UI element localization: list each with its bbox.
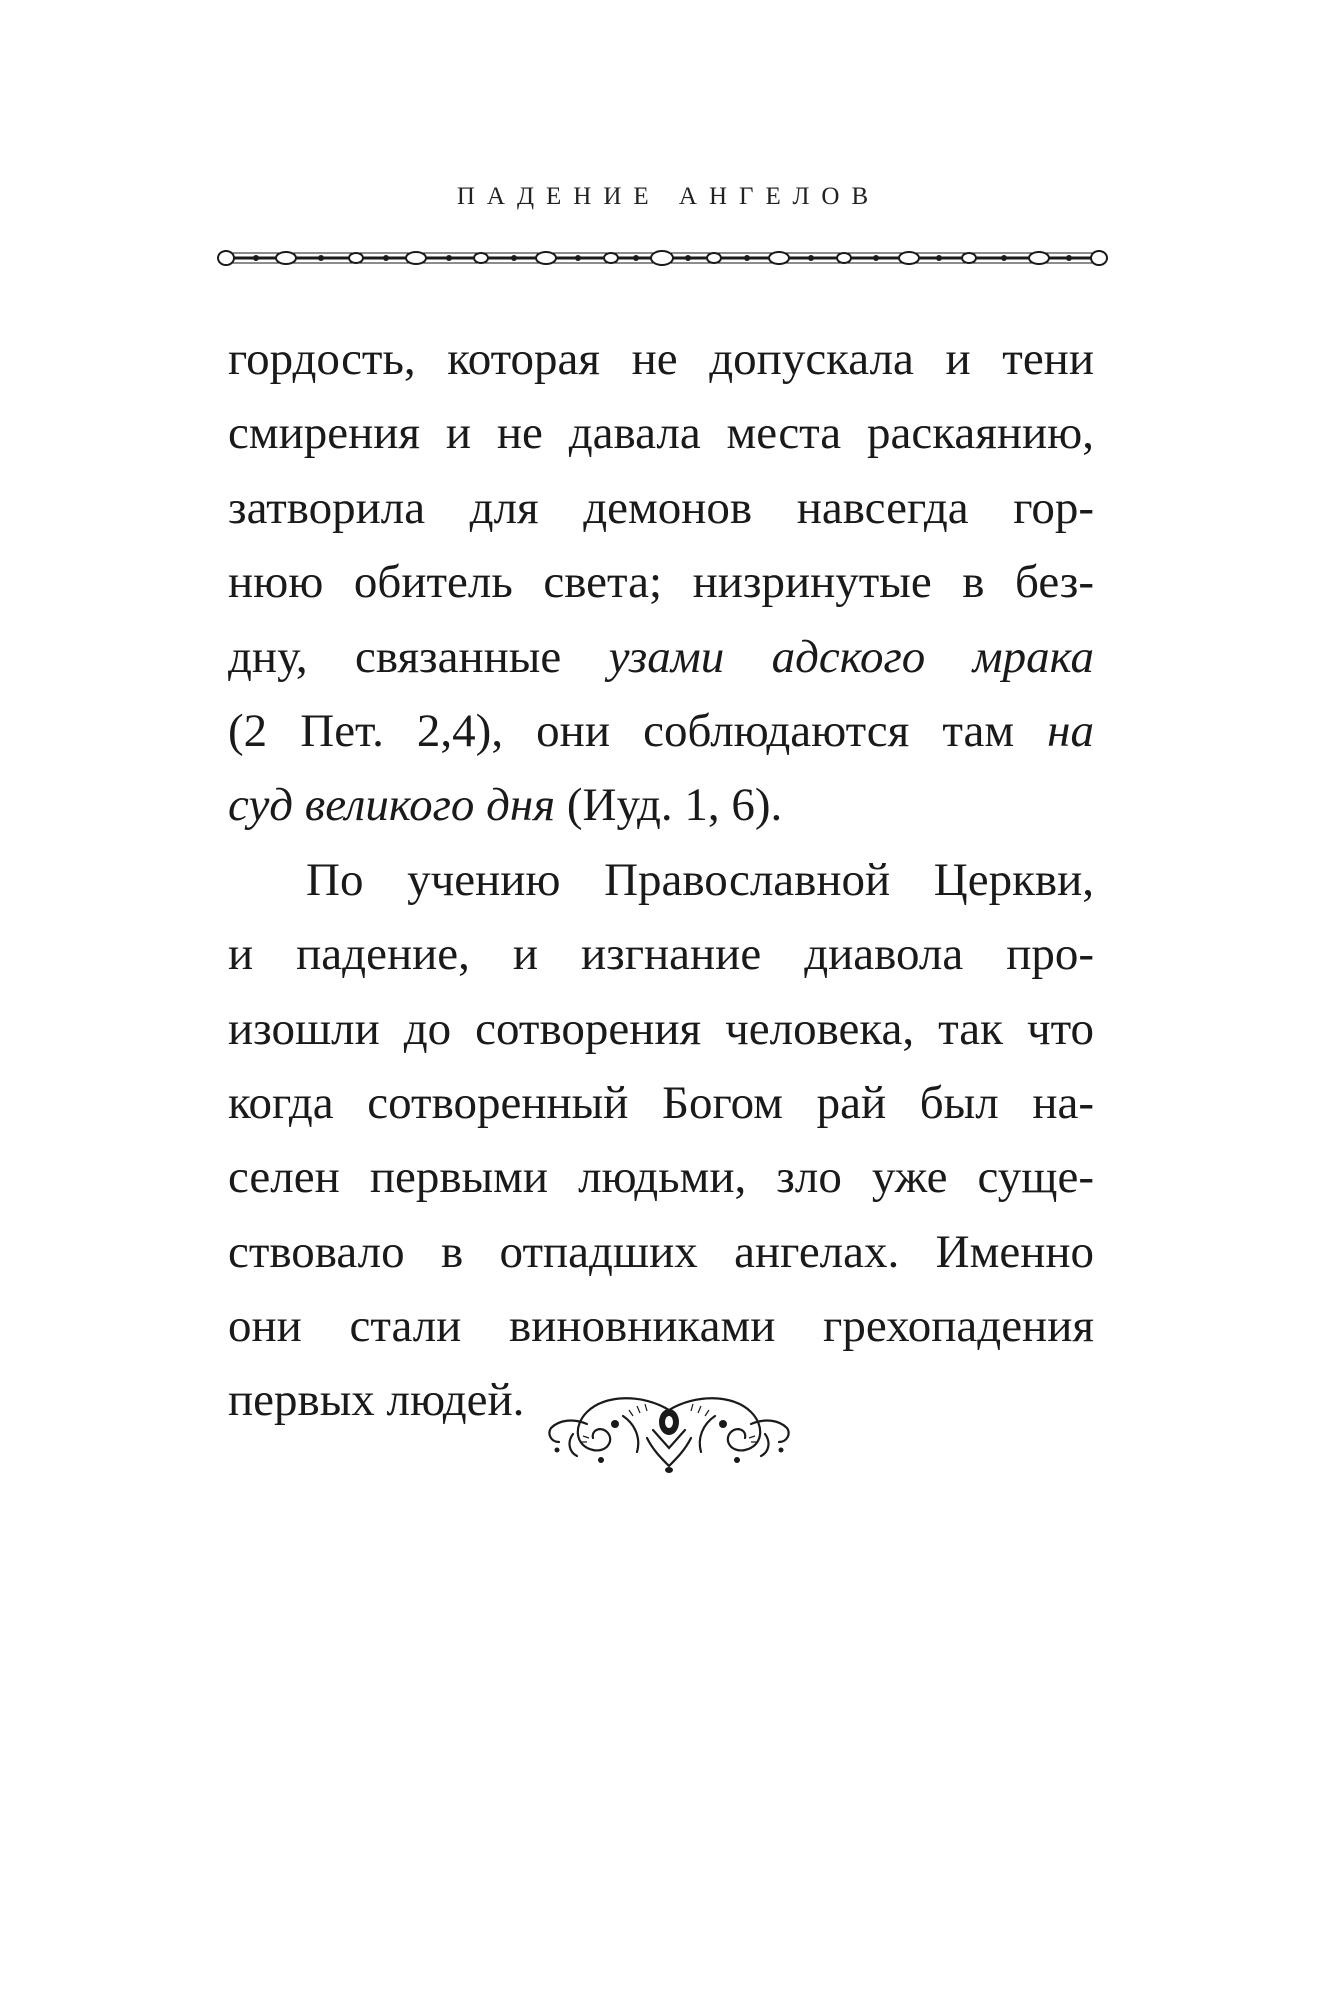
- text-line: [228, 694, 1094, 768]
- ornamental-rule-icon: [216, 243, 1109, 273]
- text-line: [228, 396, 1094, 470]
- text-line: [228, 1215, 1094, 1289]
- floral-tailpiece-icon: [543, 1390, 795, 1474]
- text-segment: нюю обитель света; низринутые в без-: [228, 556, 1094, 609]
- text-segment: ствовало в отпадших ангелах. Именно: [228, 1225, 1094, 1278]
- text-segment: (2 Пет. 2,4), они соблюдаются там: [228, 704, 1048, 757]
- text-line: [228, 917, 1094, 991]
- text-segment: первых людей.: [228, 1374, 525, 1427]
- text-line: [228, 843, 1094, 917]
- italic-quote: суд великого дня: [228, 779, 556, 832]
- text-segment: селен первыми людьми, зло уже суще-: [228, 1151, 1094, 1204]
- text-line: [228, 1289, 1094, 1363]
- body-text: [228, 322, 1094, 1438]
- italic-quote: на: [1047, 704, 1094, 757]
- text-line: [228, 620, 1094, 694]
- text-segment: изошли до сотворения человека, так что: [228, 1002, 1094, 1055]
- text-line: [228, 768, 1094, 842]
- text-segment: они стали виновниками грехопадения: [228, 1300, 1094, 1353]
- text-segment: когда сотворенный Богом рай был на-: [228, 1076, 1094, 1129]
- italic-quote: узами адского мрака: [608, 630, 1094, 683]
- text-segment: (Иуд. 1, 6).: [555, 779, 783, 832]
- text-segment: гордость, которая не допускала и тени: [228, 333, 1094, 385]
- text-line: [228, 322, 1094, 396]
- text-segment: смирения и не давала места раскаянию,: [228, 407, 1094, 460]
- text-line: [228, 471, 1094, 545]
- text-line: [228, 545, 1094, 619]
- text-segment: затворила для демонов навсегда гор-: [228, 481, 1094, 534]
- running-header: ПАДЕНИЕ АНГЕЛОВ: [456, 183, 881, 210]
- text-line: [228, 1066, 1094, 1140]
- text-segment: По учению Православной Церкви,: [306, 853, 1094, 906]
- text-segment: и падение, и изгнание диавола про-: [228, 928, 1094, 981]
- text-line: [228, 992, 1094, 1066]
- text-segment: дну, связанные: [228, 630, 609, 683]
- text-line: [228, 1140, 1094, 1214]
